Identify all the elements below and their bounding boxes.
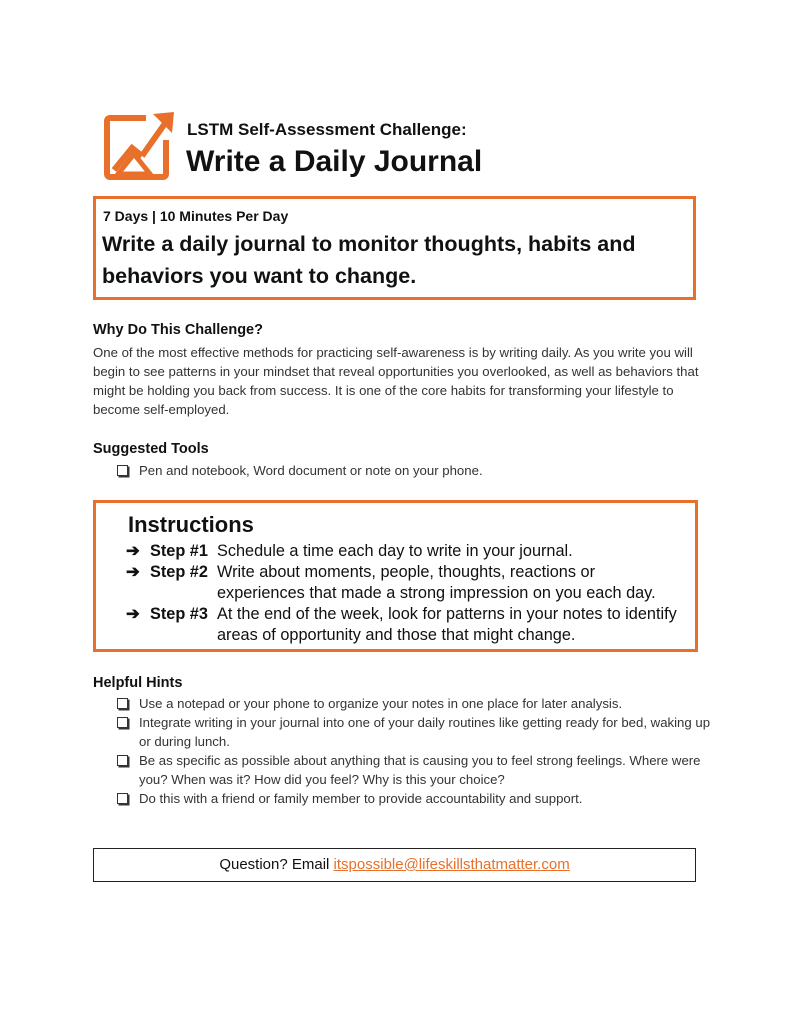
- list-item: Do this with a friend or family member to provide accountability and support.: [115, 789, 715, 808]
- tools-heading: Suggested Tools: [93, 441, 209, 457]
- step-label: Step #2: [150, 563, 208, 581]
- instructions-box: [93, 500, 698, 652]
- step-1: [126, 541, 686, 562]
- hints-heading: Helpful Hints: [93, 675, 183, 691]
- checkbox-icon: [117, 717, 128, 728]
- arrow-right-icon: ➔: [126, 563, 140, 581]
- list-item: Use a notepad or your phone to organize your notes in one place for later analysis.: [115, 694, 715, 713]
- list-item: Pen and notebook, Word document or note on your phone.: [115, 461, 715, 480]
- arrow-right-icon: ➔: [126, 542, 140, 560]
- email-link[interactable]: itspossible@lifeskillsthatmatter.com: [333, 856, 570, 873]
- checkbox-icon: [117, 465, 128, 476]
- summary-meta: 7 Days | 10 Minutes Per Day: [103, 208, 289, 224]
- instructions-title: Instructions: [128, 512, 254, 537]
- summary-box: [93, 196, 696, 300]
- why-heading: Why Do This Challenge?: [93, 322, 263, 338]
- step-text: Write about moments, people, thoughts, reactions or experiences that made a strong impression on you each day.: [217, 563, 656, 602]
- arrow-up-right-logo-icon: [104, 110, 176, 180]
- hints-list: [115, 694, 715, 808]
- why-body: One of the most effective methods for practicing self-awareness is by writing daily. As you write you will begin to see patterns in your mindset that reveal opportunities you overlooked, as well as behaviors that might be holding you back from success. It is one of the core habits for transforming your lifestyle to become self-employed.: [93, 345, 699, 417]
- page-title: Write a Daily Journal: [186, 145, 483, 178]
- summary-text: Write a daily journal to monitor thoughts, habits and behaviors you want to change.: [102, 232, 636, 288]
- step-2: [126, 562, 686, 604]
- challenge-subtitle: LSTM Self-Assessment Challenge:: [187, 120, 467, 139]
- contact-box: [93, 848, 696, 882]
- checkbox-icon: [117, 698, 128, 709]
- step-3: [126, 604, 686, 646]
- tools-list: [115, 461, 715, 480]
- list-item: Be as specific as possible about anything that is causing you to feel strong feelings. Where were you? When was it? How did you feel? Why is this your choice?: [115, 751, 715, 789]
- step-text: At the end of the week, look for patterns in your notes to identify areas of opportunity and those that might change.: [217, 605, 677, 644]
- checkbox-icon: [117, 793, 128, 804]
- list-item: Integrate writing in your journal into one of your daily routines like getting ready for bed, waking up or during lunch.: [115, 713, 715, 751]
- step-label: Step #3: [150, 605, 208, 623]
- step-text: Schedule a time each day to write in your journal.: [217, 542, 573, 560]
- step-label: Step #1: [150, 542, 208, 560]
- checkbox-icon: [117, 755, 128, 766]
- arrow-right-icon: ➔: [126, 605, 140, 623]
- contact-prefix: Question? Email: [219, 856, 334, 873]
